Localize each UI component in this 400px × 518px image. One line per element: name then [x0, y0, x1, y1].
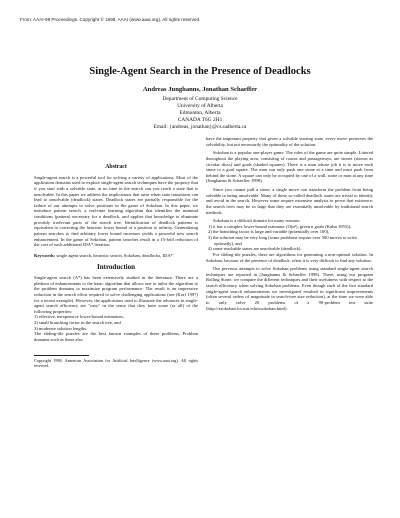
list-item: 3) the solution may be very long (some problems require over 500 moves to solve optimally), and [208, 235, 358, 246]
affiliation-line: Edmonton, Alberta [179, 110, 221, 116]
footnote-divider [34, 355, 89, 356]
affiliation-line: CANADA T6G 2H1 [177, 117, 223, 123]
body-paragraph: Our previous attempts to solve Sokoban problems using standard single-agent search techniques are reported in (Junghanns & Schaeffer 1998). There, using our program Rolling Stone, we compare the different techniques and their usefulness with respect to the search efficiency when solving Sokoban problems. Even though each of the five standard single-agent search enhancements we investigated resulted in significant improvements (often several orders of magnitude in search-tree size reduction), at the time we were able to only solve 20 problems of a 90-problem test suite (http://xsokoban.lcs.mit.edu/xsokoban.html). [206, 266, 373, 311]
body-paragraph: Since you cannot pull a stone, a single move can transform the problem from being solvable to being unsolvable. Many of these so-called deadlock states are trivial to identify and avoid in the search. However some require extensive analysis to prove that existence; the search trees may be so large that they are essentially unsolvable by traditional search methods. [206, 187, 373, 215]
list-item: 4) some reachable states are unsolvable (deadlock). [208, 246, 302, 252]
body-paragraph: Sokoban is a difficult domain for many reasons: [213, 218, 301, 224]
paper-authors: Andreas Junghanns, Jonathan Schaeffer [142, 86, 258, 93]
body-paragraph: Sokoban is a popular one-player game. The rules of the game are quite simple. Littered throughout the playing area, consisting of rooms and passageways, are stones (shown as circular discs) and goals (shaded squares). There is a man whose job it is to move each stone to a goal square. The man can only push one stone at a time and must push from behind the stone. A square can only be occupied by one of a wall, stone or man at any time (Junghanns & Schaeffer 1998). [206, 150, 373, 184]
affiliation-email: Email: {andreas, jonathan}@cs.ualberta.ca [153, 124, 247, 130]
list-item: 1) effective, inexpensive lower-bound estimators, [34, 314, 124, 320]
affiliation-line: Department of Computing Science [162, 96, 238, 102]
paper-title: Single-Agent Search in the Presence of Deadlocks [89, 66, 311, 77]
abstract-text: Single-agent search is a powerful tool for solving a variety of applications. Most of the application domains used to explore single-agent search techniques have the property that if you start with a solvable state, at no time in the search can you reach a state that is unsolvable. In this paper we address the implications that arise when state transitions can lead to unsolvable (deadlock) states. Deadlock states are partially responsible for the failure of our attempts to solve positions in the game of Sokoban. In this paper, we introduce pattern search, a real-time learning algorithm that identifies the minimal conditions (pattern) necessary for a deadlock, and applies that knowledge to eliminate provably irrelevant parts of the search tree. Identification of deadlock patterns is equivalent to correcting the heuristic lower bound of a position to infinity. Generalizing pattern searches to find arbitrary lower bound increases yields a powerful new search enhancement. In the game of Sokoban, pattern searches result in a 15-fold reduction of the cost of each additional IDA* iteration. [34, 174, 198, 248]
abstract-heading: Abstract [105, 164, 127, 170]
copyright-footnote: Copyright 1998, American Association for Artificial Intelligence (www.aaai.org). All rights reserved. [34, 357, 198, 368]
intro-paragraph: The sliding-tile puzzles are the best known examples of these problems. Problem domains such as these also [34, 331, 198, 342]
list-item: 3) moderate solution lengths. [34, 325, 88, 331]
copyright-header: From: AAAI-98 Proceedings. Copyright © 1998, AAAI (www.aaai.org). All rights reserved. [20, 17, 201, 22]
intro-paragraph: Single-agent search (A*) has been extensively studied in the literature. There are a plethora of enhancements to the basic algorithm that allows one to tailor the algorithm to the problem domains to maximize program performance. The result is an impressive reduction in the search effort required to solve challenging applications (see (Korf 1997) for a recent example). However, the applications used to illustrate the advances in single-agent search efficiency are "easy" in the sense that they have some (or all) of the following properties: [34, 275, 198, 314]
intro-property-list [34, 314, 198, 331]
list-item: 2) the branching factor is large and variable (potentially over 100), [208, 229, 330, 235]
keywords-label: Keywords: [34, 252, 56, 258]
left-column [34, 165, 198, 368]
body-paragraph: have the important property that given a solvable starting state, every move preserves the solvability, but not necessarily the optimality of the solution. [206, 136, 373, 147]
difficulty-list [206, 224, 373, 252]
affiliation-line: University of Alberta [177, 103, 223, 109]
keywords-text: single agent search, heuristic search, Sokoban, deadlocks, IDA* [56, 252, 173, 258]
list-item: 1) it has a complex lower-bound estimator (O(n³), given n goals (Kuhn 1955)), [208, 223, 352, 229]
keywords [34, 253, 198, 259]
right-column [206, 136, 373, 311]
body-paragraph: For sliding-tile puzzles, there are algorithms for generating a non-optimal solution. In Sokoban, because of the presence of deadlock, often it is very difficult to find any solution. [206, 251, 373, 263]
list-item: 2) small branching factor in the search tree, and [34, 320, 121, 325]
affiliation-block [0, 96, 400, 131]
introduction-heading: Introduction [97, 263, 135, 272]
